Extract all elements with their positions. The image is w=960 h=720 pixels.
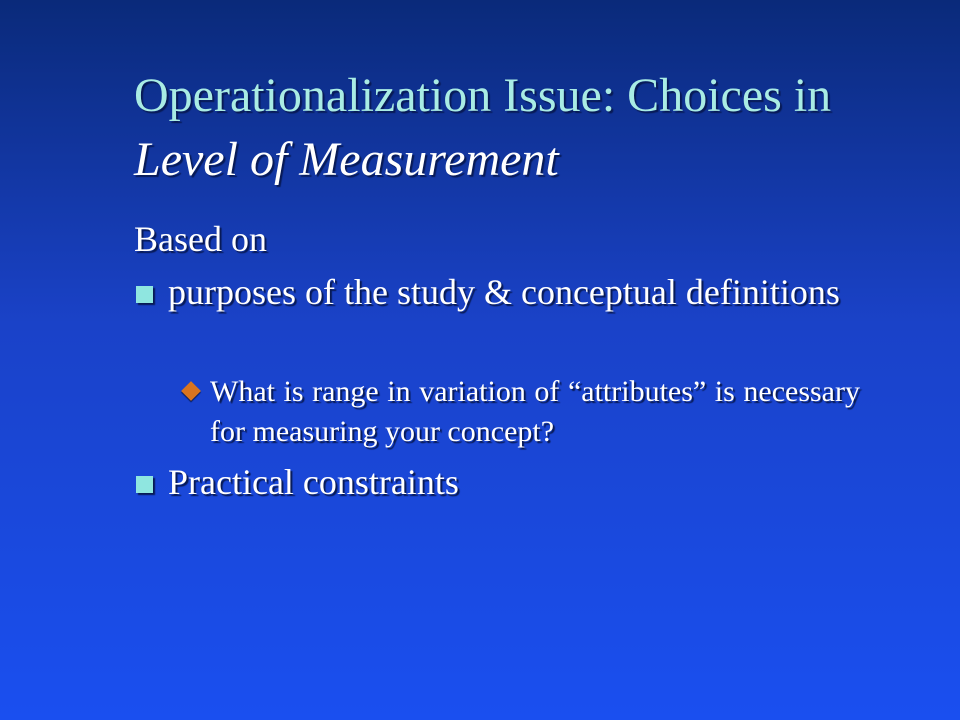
slide-title: Operationalization Issue: Choices in [134, 69, 832, 122]
sub-bullet-text: What is range in variation of “attributes” is necessary for measuring your concept? [210, 375, 860, 448]
slide-title-subline: Level of Measurement [134, 133, 559, 186]
bullet-text: purposes of the study & conceptual definitions [168, 272, 840, 312]
lead-text: Based on [134, 219, 267, 259]
diamond-bullet-icon [181, 381, 201, 401]
square-bullet-icon [136, 476, 153, 493]
bullet-text: Practical constraints [168, 462, 459, 502]
square-bullet-icon [136, 286, 153, 303]
